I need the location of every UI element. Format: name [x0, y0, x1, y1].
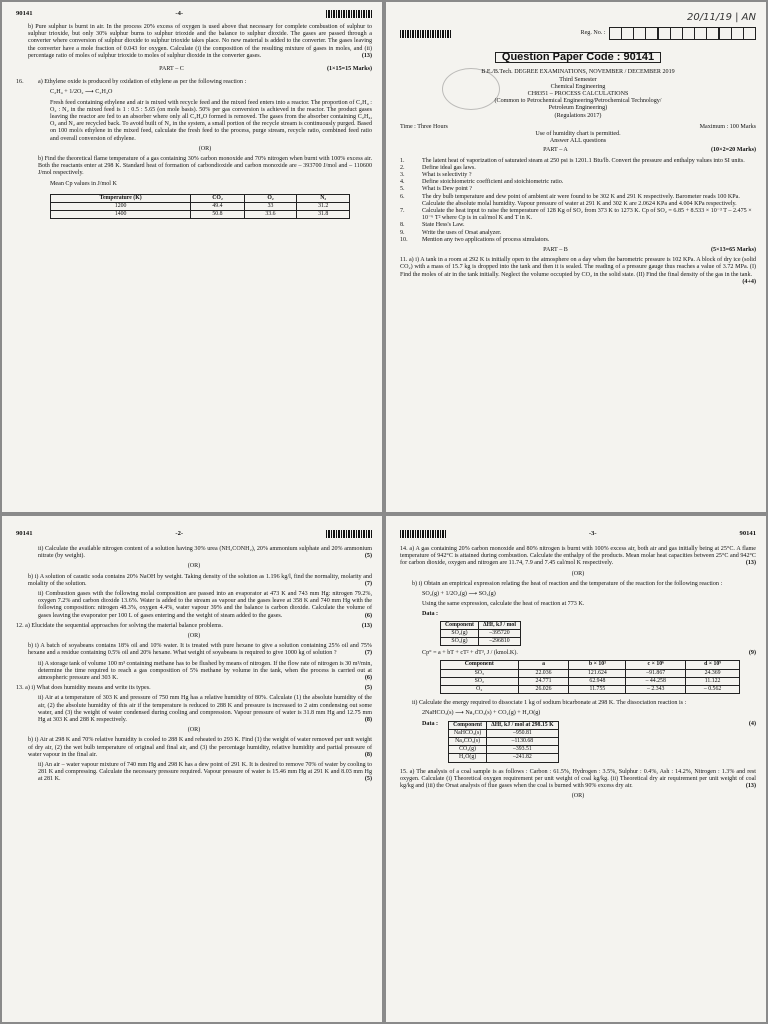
question-item: ii) Calculate the available nitrogen content of a solution having 30% urea (NH₂CONH₂), 20% ammonium sulphate and 20% ammonium nitrate (by weight). (5)	[38, 546, 372, 560]
part-c-heading: PART – C	[159, 66, 184, 73]
cp-coefficient-table	[440, 660, 740, 694]
or-divider: (OR)	[571, 793, 585, 800]
instruction-1: Use of humidity chart is permitted.	[535, 131, 621, 138]
or-divider: (OR)	[198, 145, 212, 152]
q16a-equation: C₂H₄ + 1/2O₂ ⟶ C₂H₄O	[50, 89, 113, 96]
page-2	[2, 516, 382, 1022]
branch: Chemical Engineering	[550, 83, 606, 90]
paper-code: 90141	[739, 530, 756, 538]
table-cell: 33.6	[244, 211, 297, 219]
page-4	[2, 2, 382, 512]
question-5: 5. What is Dew point ?	[400, 186, 473, 193]
q16-number: 16.	[16, 79, 24, 86]
page-1-cover	[386, 2, 766, 512]
q15a-text: 15. a) The analysis of a coal sample is as follows : Carbon : 61.5%, Hydrogen : 3.5%, Sulphur : 0.4%, Ash : 14.2%, Nitrogen : 1.3% and rest oxygen. Calculate (i) Theoretical oxygen requirement per unit weight of coal kg/kg. (ii) Theoretical dry air requirement per unit weight of coal kg/kg and (iii) the Orsat analysis of flue gases when the coal is burned with 90% excess dry air. (13)	[400, 768, 756, 790]
page-number: -3-	[588, 530, 597, 538]
question-8: 8. State Hess's Law.	[400, 222, 465, 229]
table-row: SO₃ 22.036 121.624 –91.867 24.369	[441, 669, 740, 677]
q14a-text: 14. a) A gas containing 20% carbon monoxide and 80% nitrogen is burnt with 100% excess air, both air and gas initially being at 25°C. A flame temperature of 942°C is attained during combustion. Calculate the enthalpy of the products. Mean molar heat capacities between 25°C and 942°C for carbon dioxide, oxygen and nitrogen are 11.74, 7.9 and 7.45 cal/mol K respectively. (13)	[400, 546, 756, 567]
table-row: O₂ 26.026 11.755 – 2.343 – 0.562	[441, 686, 740, 694]
barcode	[326, 10, 372, 18]
question-item: ii) A storage tank of volume 100 m³ containing methane has to be flushed by means of nitrogen. If the flow rate of nitrogen is 30 m³/min, determine the time required to reach a gas composition of 5% methane by volume in the tank, when the process is carried out at atmospheric pressure and 303 K. (6)	[38, 660, 372, 682]
question-1: 1. The latent heat of vaporization of saturated steam at 250 psi is 1201.1 Btu/lb. Convert the pressure and enthalpy values into SI units.	[400, 157, 745, 164]
paper-code: 90141	[16, 10, 33, 18]
table-cell: 49.4	[191, 203, 244, 211]
part-b-heading: PART – B	[543, 247, 568, 254]
question-item: ii) Air at a temperature of 303 K and pressure of 750 mm Hg has a relative humidity of 80%. Calculate (1) the absolute humidity of the air, (2) the absolute humidity of this air if the temperature is reduced to 288 K and pressure is increased to 2 atm condensing out some water, and (3) the weight of water condensed during cooling and compression. Vapour pressure of water is 31.8 mm Hg and 12.75 mm Hg at 303 K and 288 K respectively. (8)	[38, 695, 372, 724]
table-header: ΔHf, kJ / mol at 298.15 K	[487, 721, 559, 729]
part-a-marks: (10×2=20 Marks)	[710, 147, 756, 154]
q14b2-equation: 2NaHCO₃(s) ⟶ Na₂CO₃(s) + CO₂(g) + H₂O(g)	[422, 710, 541, 717]
q14b-use: Using the same expression, calculate the heat of reaction at 773 K.	[422, 601, 585, 608]
table-row: NaHCO₃(s) –950.81	[449, 729, 559, 737]
q16a-text: Fresh feed containing ethylene and air is mixed with recycle feed and the mixed feed enters into a reactor. The proportion of C₂H₄ : O₂ : N₂ in the mixed feed is 1 : 0.5 : 5.65 (on mole basis). 50% per gas conversion is achieved in the reactor. The product gases leaving the reactor are fed to an absorber where only all C₂H₄O formed is removed. The gases from the absorber containing C₂H₄, O₂ and N₂ are recycled back. To avoid built of N₂ in the system, a small portion of the recycle stream is continuously purged. Based on 100 mol/s ethylene in the mixed feed, calculate the fresh feed to the process, purge stream, recycle ratio, combined feed ratio and overall conversion of ethylene.	[50, 99, 372, 142]
time-label: Time : Three Hours	[400, 123, 448, 130]
enthalpy-table	[440, 621, 521, 647]
table-cell: 31.8	[297, 211, 350, 219]
part-b-marks: (5×13=65 Marks)	[710, 247, 756, 254]
question-3: 3. What is selectivity ?	[400, 172, 472, 179]
paper-code: 90141	[16, 530, 33, 538]
common-to: (Common to Petrochemical Engineering/Petrochemical Technology/	[494, 98, 662, 105]
dissociation-table	[448, 721, 559, 763]
table-header: a	[518, 661, 569, 669]
table-header: b × 10³	[569, 661, 626, 669]
part-a-heading: PART – A	[543, 147, 568, 154]
q16a-intro: a) Ethylene oxide is produced by oxidation of ethylene as per the following reaction :	[38, 79, 247, 86]
or-divider: (OR)	[187, 633, 201, 640]
cp-table	[50, 194, 350, 220]
data-label: Data :	[422, 720, 439, 727]
table-row	[51, 203, 350, 211]
question-4: 4. Define stoichiometric coefficient and stoichiometric ratio.	[400, 179, 564, 186]
barcode	[400, 30, 452, 38]
subject: CH8351 – PROCESS CALCULATIONS	[527, 91, 629, 98]
reg-no-boxes	[610, 27, 756, 40]
q16b-text: b) Find the theoretical flame temperature of a gas containing 30% carbon monoxide and 70% nitrogen when burnt with 100% excess air. Both the reactants enter at 298 K. Standard heat of formation of carbondioxide and carbon monoxide are – 393700 J/mol and – 110600 J/mol respectively.	[38, 156, 372, 177]
table-header: Component	[441, 621, 479, 629]
page-3	[386, 516, 766, 1022]
table-row: CO₂(g) –393.51	[449, 746, 559, 754]
question-item: 13. a) i) What does humidity means and write its types. (5)	[16, 685, 372, 692]
page-number: -2-	[175, 530, 184, 538]
table-cell: 31.2	[297, 203, 350, 211]
question-paper-code: Question Paper Code : 90141	[495, 52, 661, 63]
exam-title: B.E./B.Tech. DEGREE EXAMINATIONS, NOVEMBER / DECEMBER 2019	[481, 69, 675, 76]
q14b-text: b) i) Obtain an empirical expression relating the heat of reaction and the temperature of the reaction for the following reaction :	[412, 580, 723, 587]
table-row: SO₃(g) –296810	[441, 638, 521, 646]
table-header: c × 10⁶	[626, 661, 686, 669]
question-2: 2. Define ideal gas laws.	[400, 164, 476, 171]
question-9: 9. Write the uses of Orsat analyzer.	[400, 229, 502, 236]
reg-no-label: Reg. No. :	[580, 30, 606, 37]
common-to-2: Petroleum Engineering)	[548, 105, 608, 112]
table-cell: 1200	[51, 203, 191, 211]
barcode	[400, 530, 446, 538]
cp-table-header: CO₂	[191, 194, 244, 202]
question-10: 10. Mention any two applications of process simulators.	[400, 236, 550, 243]
data-label: Data :	[422, 611, 439, 618]
table-header: Component	[441, 661, 519, 669]
table-cell: 1400	[51, 211, 191, 219]
max-marks: Maximum : 100 Marks	[699, 123, 756, 130]
cp-table-header: N₂	[297, 194, 350, 202]
table-cell: 50.8	[191, 211, 244, 219]
table-row	[51, 211, 350, 219]
q15b-text: b) Pure sulphur is burnt in air. In the process 20% excess of oxygen is used above that necessary for complete combustion of sulphur to sulphur trioxide, but only 30% sulphur burns to sulphur trioxide and the balance to sulphur dioxide. The gases are passed through a converter where conversion of sulphur dioxide to sulphur trioxide takes place. No new material is added to the converter. The gases leaving the converter have a mole fraction of 0.043 for oxygen. Calculate (i) the composition of the resulting mixture of gases in moles, and (ii) percentage ratio of moles of sulphur trioxide to moles of sulphur dioxide in the converter gases. (13)	[28, 24, 372, 59]
q14b2-marks: (4)	[748, 720, 756, 727]
question-item: ii) An air – water vapour mixture of 740 mm Hg and 298 K has a dew point of 291 K. It is desired to remove 70% of water by cooling to 281 K and compressing. Calculate the necessary pressure required. Vapour pressure of water is 15.46 mm Hg at 291 K and 8.03 mm Hg at 281 K. (5)	[38, 762, 372, 783]
cp-equation: Cp° = a + bT + cT² + dT³, J / (kmol.K). (9)	[422, 650, 756, 657]
q14b2-text: ii) Calculate the energy required to dissociate 1 kg of sodium bicarbonate at 298 K. The dissociation reaction is :	[412, 700, 687, 707]
question-item: b) i) A solution of caustic soda contains 20% NaOH by weight. Taking density of the solution as 1.196 kg/l, find the normality, molarity and molality of the solution. (7)	[28, 573, 372, 587]
table-row: Na₂CO₃(s) –1130.68	[449, 738, 559, 746]
semester: Third Semester	[559, 76, 597, 83]
table-header: Component	[449, 721, 487, 729]
question-item: b) i) A batch of soyabeans contains 18% oil and 10% water. It is treated with pure hexane to give a solution containing 25% oil and 75% hexane and a residue containing 0.5% oil and 20% hexane. What weight of soyabeans is required to give 1000 kg of solution ? (7)	[28, 643, 372, 657]
question-item: ii) Combustion gases with the following molal composition are passed into an evaporator at 473 K and 743 mm Hg: nitrogen 79.2%, oxygen 7.2% and carbon dioxide 13.6%. Water is added to the stream as vapour and the gases leave at 358 K and 740 mm Hg with the following composition: nitrogen 48.3%, oxygen 4.4%, water vapour 39% and the balance is carbon dioxide. Calculate the volume of gases leaving the evaporator per 100 L of gases entering and the weight of steam added to the gases. (6)	[38, 591, 372, 619]
cp-table-header: Temperature (K)	[51, 194, 191, 202]
question-item: 12. a) Elucidate the sequential approaches for solving the material balance problems. (13)	[16, 622, 372, 629]
barcode	[326, 530, 372, 538]
q14b-equation: SO₂(g) + 1/2O₂(g) ⟶ SO₃(g)	[422, 591, 496, 598]
or-divider: (OR)	[571, 570, 585, 577]
part-c-marks: (1×15=15 Marks)	[326, 66, 372, 73]
table-row: SO₂(g) –395720	[441, 629, 521, 637]
table-row: SO₂ 24.771 62.948 – 44.258 11.122	[441, 677, 740, 685]
cp-table-header: O₂	[244, 194, 297, 202]
handwritten-date: 20/11/19 | AN	[687, 12, 756, 23]
question-7: 7. Calculate the heat input to raise the temperature of 128 Kg of SO₂ from 373 K to 1273 K. Cp of SO₂ = 6.85 + 8.533 × 10⁻³ T – 2.475 × 10⁻⁶ T² where Cp is in cal/mol K and T in K.	[400, 208, 752, 222]
instruction-2: Answer ALL questions	[549, 138, 607, 145]
or-divider: (OR)	[187, 563, 201, 570]
regulations: (Regulations 2017)	[554, 112, 602, 119]
table-row: H₂O(g) –241.82	[449, 754, 559, 762]
table-header: d × 10⁹	[686, 661, 740, 669]
or-divider: (OR)	[187, 727, 201, 734]
question-6: 6. The dry bulb temperature and dew point of ambient air were found to be 302 K and 291 K respectively. Barometer reads 100 KPa. Calculate the absolute molal humidity. Vapour pressure of water at 291 K and 302 K are 2.0624 KPa and 4.004 KPa respectively.	[400, 193, 740, 207]
page-number: -4-	[175, 10, 184, 18]
table-header: ΔHf, kJ / mol	[479, 621, 521, 629]
q16b-mean-cp: Mean Cp values in J/mol K	[50, 180, 117, 187]
question-item: b) i) Air at 298 K and 70% relative humidity is cooled to 288 K and reheated to 293 K. Find (1) the weight of water removed per unit weight of dry air, (2) the wet bulb temperature of original and final air, and (3) the percentage humidity, relative humidity and partial pressure of water vapour in the final air. (8)	[28, 737, 372, 758]
q11-text: 11. a) i) A tank in a room at 292 K is initially open to the atmosphere on a day when the barometric pressure is 102 KPa. A block of dry ice (solid CO₂) with a mass of 15.7 kg is dropped into the tank and then it is sealed. The reading of a pressure gauge thus reaches a value of 3.72 MPa. (I) Find the moles of air in the tank initially. Neglect the volume occupied by CO₂ in the solid state. (II) Find the final density of the gas in the tank. (4+4)	[400, 257, 756, 285]
table-cell: 33	[244, 203, 297, 211]
